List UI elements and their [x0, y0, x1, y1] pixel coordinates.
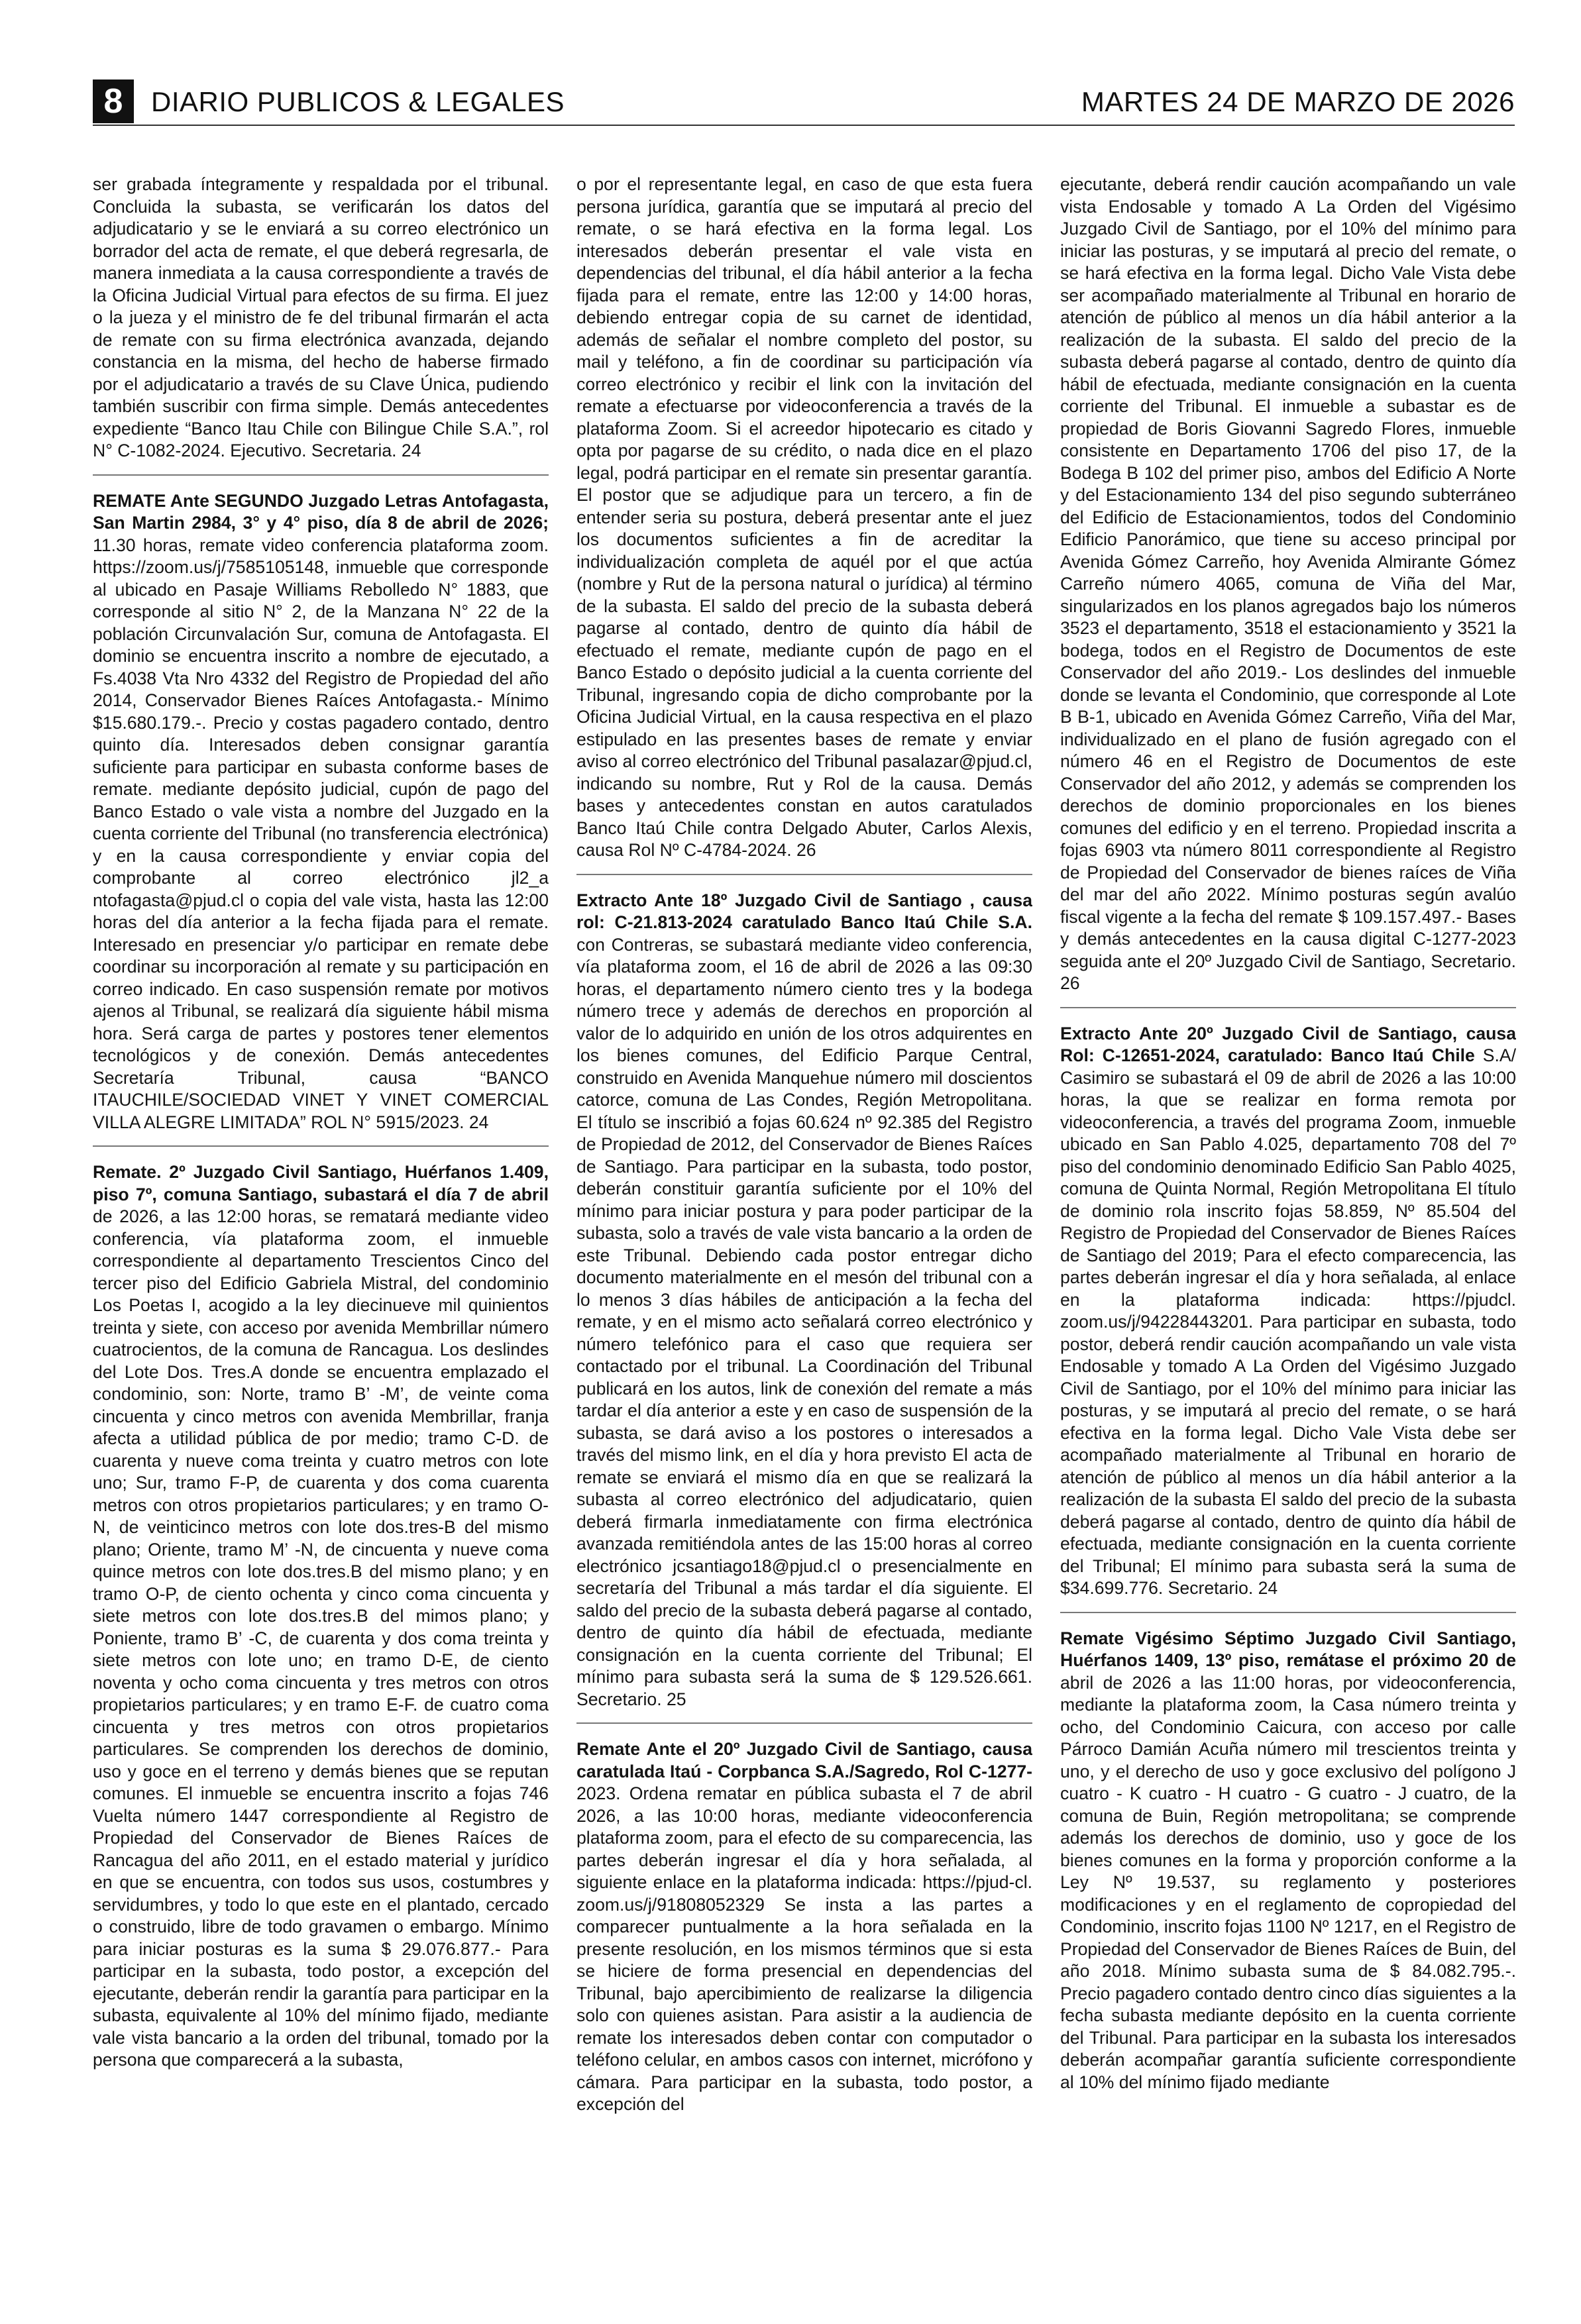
legal-notice — [576, 1738, 1032, 2128]
notice-text — [576, 890, 1032, 1711]
notice-heading: Remate Ante el 20º Juzgado Civil de Santiago, causa caratulada Itaú - Corpbanca S.A./Sagredo, Rol C-1277- — [576, 1739, 1032, 1781]
notice-body: abril de 2026 a las 11:00 horas, por videoconferencia, mediante la plataforma zoom, la Casa número treinta y ocho, del Condominio Caicura, con acceso por calle Párroco Damián Acuña número mil trescientos treinta y uno, y el derecho de uso y goce exclusivo del polígono J cuatro - K cuatro - H cuatro - G cuatro - J cuatro, de la comuna de Buin, Región metropolitana; se comprende además los derechos de dominio, uso y goce de los bienes comunes en la forma y proporción conforme a la Ley Nº 19.537, su reglamento y posteriores modificaciones y en el reglamento de copropiedad del Condominio, inscrito fojas 1100 Nº 1217, en el Registro de Propiedad del Conservador de Bienes Raíces de Buin, del año 2018. Mínimo subasta suma de $ 84.082.795.-. Precio pagadero contado dentro cinco días siguientes a la fecha subasta mediante depósito en la cuenta corriente del Tribunal. Para participar en la subasta los interesados deberán acompañar garantía suficiente correspondiente al 10% del mínimo fijado mediante — [1060, 1672, 1516, 2092]
legal-notice — [1060, 1023, 1516, 1613]
notice-text — [576, 174, 1032, 862]
legal-notice — [93, 1161, 549, 2084]
legal-notice — [93, 174, 549, 476]
notice-body: 11.30 horas, remate video conferencia plataforma zoom. https://zoom.us/j/7585105148, inmueble que corresponde al ubicado en Pasaje Williams Rebolledo N° 1883, que corresponde al sitio N° 2, de la Manzana N° 22 de la población Circunvalación Sur, comuna de Antofagasta. El dominio se encuentra inscrito a nombre de ejecutado, a Fs.4038 Vta Nro 4332 del Registro de Propiedad del año 2014, Conservador Bienes Raíces Antofagasta.- Mínimo $15.680.179.-. Precio y costas pagadero contado, dentro quinto día. Interesados deben consignar garantía suficiente para participar en subasta conforme bases de remate. mediante depósito judicial, cupón de pago del Banco Estado o vale vista a nombre del Juzgado en la cuenta corriente del Tribunal (no transferencia electrónica) y en la causa correspondiente y enviar copia del comprobante al correo electrónico jl2_a ntofagasta@pjud.cl o copia del vale vista, hasta las 12:00 horas del día anterior a la fecha fijada para el remate. Interesado en presenciar y/o participar en remate debe coordinar su incorporación aI remate y su participación en correo indicado. En caso suspensión remate por motivos ajenos al Tribunal, se realizará día siguiente hábil misma hora. Será carga de partes y postores tener elementos tecnológicos y de conexión. Demás antecedentes Secretaría Tribunal, causa “BANCO ITAUCHILE/SOCIEDAD VINET Y VINET COMERCIAL VILLA ALEGRE LIMITADA” ROL N° 5915/2023. 24 — [93, 535, 549, 1132]
notice-text — [93, 490, 549, 1134]
notice-body: o por el representante legal, en caso de que esta fuera persona jurídica, garantía que se imputará al precio del remate, o se hará efectiva en la forma legal. Los interesados deberán presentar el vale vista en dependencias del tribunal, el día hábil anterior a la fecha fijada para el remate, entre las 12:00 y 14:00 horas, debiendo entregar copia de su carnet de identidad, además de señalar el nombre completo del postor, su mail y teléfono, a fin de coordinar su participación vía correo electrónico y recibir el link con la invitación del remate a efectuarse por videoconferencia a través de la plataforma Zoom. Si el acreedor hipotecario es citado y opta por pagarse de su crédito, o nada dice en el plazo legal, podrá participar en el remate sin presentar garantía. El postor que se adjudique para un tercero, a fin de entender seria su postura, deberá presentar ante el juez los documentos suficientes a fin de acreditar la individualización completa de aquél por el que actúa (nombre y Rut de la persona natural o jurídica) al término de la subasta. El saldo del precio de la subasta deberá pagarse al contado, dentro de quinto día hábil de efectuado el remate, mediante cupón de pago en el Banco Estado o depósito judicial a la cuenta corriente del Tribunal, ingresando copia de dicho comprobante por la Oficina Judicial Virtual, en la causa respectiva en el plazo estipulado en las presentes bases de remate y enviar aviso al correo electrónico del Tribunal pasalazar@pjud.cl, indicando su nombre, Rut y Rol de la causa. Demás bases y antecedentes constan en autos caratulados Banco Itaú Chile contra Delgado Abuter, Carlos Alexis, causa Rol Nº C-4784-2024. 26 — [576, 174, 1032, 860]
notice-body: ser grabada íntegramente y respaldada por el tribunal. Concluida la subasta, se verificarán los datos del adjudicatario y se le enviará a su correo electrónico un borrador del acta de remate, el que deberá regresarla, de manera inmediata a la causa correspondiente a través de la Oficina Judicial Virtual para efectos de su firma. El juez o la jueza y el ministro de fe del tribunal firmarán el acta de remate con su firma electrónica avanzada, dejando constancia en la misma, del hecho de haberse firmado por el adjudicatario a través de su Clave Única, pudiendo también suscribir con firma simple. Demás antecedentes expediente “Banco Itau Chile con Bilingue Chile S.A.”, rol N° C-1082-2024. Ejecutivo. Secretaria. 24 — [93, 174, 549, 460]
notice-text — [1060, 1023, 1516, 1600]
legal-notice — [93, 490, 549, 1147]
notice-heading: REMATE Ante SEGUNDO Juzgado Letras Antofagasta, San Martin 2984, 3° y 4° piso, día 8 de abril de 2026; — [93, 490, 549, 533]
notice-text — [93, 1161, 549, 2072]
notice-text — [1060, 1628, 1516, 2094]
notice-body: S.A/ Casimiro se subastará el 09 de abril de 2026 a las 10:00 horas, la que se realizar en forma remota por videoconferencia, a través del programa Zoom, inmueble ubicado en San Pablo 4.025, departamento 708 del 7º piso del condominio denominado Edificio San Pablo 4025, comuna de Quinta Normal, Región Metropolitana El título de dominio rola inscrito fojas 58.859, Nº 85.504 del Registro de Propiedad del Conservador de Bienes Raíces de Santiago del 2019; Para el efecto comparecencia, las partes deberán ingresar el día y hora señalada, al enlace en la plataforma indicada: https://pjudcl. zoom.us/j/94228443201. Para participar en subasta, todo postor, deberá rendir caución acompañando un vale vista Endosable y tomado A La Orden del Vigésimo Juzgado Civil de Santiago, por el 10% del mínimo para iniciar las posturas, y se imputará al precio del remate, o se hará efectiva en la forma legal. Dicho Vale Vista debe ser acompañado materialmente al Tribunal en horario de atención de público al menos un día hábil anterior a la realización de la subasta El saldo del precio de la subasta deberá pagarse al contado, dentro de quinto día hábil de efectuada, mediante consignación en la cuenta corriente del Tribunal; El mínimo para subasta será la suma de $34.699.776. Secretario. 24 — [1060, 1045, 1516, 1598]
notice-body: ejecutante, deberá rendir caución acompañando un vale vista Endosable y tomado A La Orden del Vigésimo Juzgado Civil de Santiago, por el 10% del mínimo para iniciar las posturas, y se imputará al precio del remate, o se hará efectiva en la forma legal. Dicho Vale Vista debe ser acompañado materialmente al Tribunal en horario de atención de público al menos un día hábil anterior a la realización de la subasta. El saldo del precio de la subasta deberá pagarse al contado, dentro de quinto día hábil de efectuada, mediante consignación en la cuenta corriente del Tribunal. El inmueble a subastar es de propiedad de Boris Giovanni Sagredo Flores, inmueble consistente en Departamento 1706 del piso 17, de la Bodega B 102 del primer piso, ambos del Edificio A Norte y del Estacionamiento 134 del piso segundo subterráneo del Edificio de Estacionamientos, todos del Condominio Edificio Panorámico, que tiene su acceso principal por Avenida Gómez Carreño, hoy Avenida Almirante Gómez Carreño número 4065, comuna de Viña del Mar, singularizados en los planos agregados bajo los números 3523 el departamento, 3518 el estacionamiento y 3521 la bodega, todos en el Registro de Documentos de este Conservador del año 2019.- Los deslindes del inmueble donde se levanta el Condominio, que corresponde al Lote B B-1, ubicado en Avenida Gómez Carreño, Viña del Mar, individualizado en el plano de fusión agregado con el número 46 en el Registro de Documentos de este Conservador del año 2012, y además se comprenden los derechos de dominio proporcionales en los bienes comunes del edificio y en el terreno. Propiedad inscrita a fojas 6903 vta número 8011 correspondiente al Registro de Propiedad del Conservador de bienes raíces de Viña del mar del año 2022. Mínimo posturas según avalúo fiscal vigente a la fecha del remate $ 109.157.497.- Bases y demás antecedentes en la causa digital C-1277-2023 seguida ante el 20º Juzgado Civil de Santiago, Secretario. 26 — [1060, 174, 1516, 993]
publication-date: MARTES 24 DE MARZO DE 2026 — [1081, 86, 1515, 117]
notice-heading: Remate Vigésimo Séptimo Juzgado Civil Santiago, Huérfanos 1409, 13º piso, remátase el próximo 20 de — [1060, 1628, 1516, 1670]
legal-notice — [576, 174, 1032, 875]
legal-notice — [576, 890, 1032, 1724]
notice-text — [576, 1738, 1032, 2116]
notice-heading: Extracto Ante 20º Juzgado Civil de Santiago, causa Rol: C-12651-2024, caratulado: Banco Itaú Chile — [1060, 1023, 1516, 1065]
legal-notice — [1060, 1628, 1516, 2106]
column-3 — [1060, 174, 1516, 2294]
column-2 — [576, 174, 1032, 2294]
notice-body: 2023. Ordena rematar en pública subasta el 7 de abril 2026, a las 10:00 horas, mediante videoconferencia plataforma zoom, para el efecto de su comparecencia, las partes deberán ingresar el día y hora señalada, al siguiente enlace en la plataforma indicada: https://pjud-cl. zoom.us/j/91808052329 Se insta a las partes a comparecer puntualmente a la hora señalada en la presente resolución, en los mismos términos que si esta se hiciere de forma presencial en dependencias del Tribunal, bajo apercibimiento de realizarse la diligencia solo con quienes asistan. Para asistir a la audiencia de remate los interesados deben contar con computador o teléfono celular, en ambos casos con internet, micrófono y cámara. Para participar en la subasta, todo postor, a excepción del — [576, 1783, 1032, 2114]
notice-heading: Extracto Ante 18º Juzgado Civil de Santiago , causa rol: C-21.813-2024 caratulado Banco Itaú Chile S.A. — [576, 890, 1032, 932]
publication-title: DIARIO PUBLICOS & LEGALES — [151, 86, 565, 117]
notice-body: de 2026, a las 12:00 horas, se rematará mediante video conferencia, vía plataforma zoom, el inmueble correspondiente al departamento Trescientos Cinco del tercer piso del Edificio Gabriela Mistral, del condominio Los Poetas I, acogido a la ley diecinueve mil quinientos treinta y siete, con acceso por avenida Membrillar número cuatrocientos, de la comuna de Rancagua. Los deslindes del Lote Dos. Tres.A donde se encuentra emplazado el condominio, son: Norte, tramo B’ -M’, de veinte coma cincuenta y cinco metros con avenida Membrillar, franja afecta a utilidad pública de por medio; tramo C-D. de cuarenta y nueve coma treinta y cuatro metros con lote uno; Sur, tramo F-P, de cuarenta y dos coma cuarenta metros con otros propietarios particulares; y en tramo O-N, de veinticinco metros con lote dos.tres-B del mismo plano; Oriente, tramo M’ -N, de cincuenta y nueve coma quince metros con lote dos.tres.B del mismo plano; y en tramo O-P, de ciento ochenta y cinco coma cincuenta y siete metros con lote dos.tres.B del mimos plano; y Poniente, tramo B’ -C, de cuarenta y dos coma treinta y siete metros con lote uno; en tramo D-E, de ciento noventa y ocho coma cincuenta y tres metros con otros propietarios particulares; y en tramo E-F. de cuatro coma cincuenta y tres metros con otros propietarios particulares. Se comprenden los derechos de dominio, uso y goce en el terreno y demás bienes que se reputan comunes. El inmueble se encuentra inscrito a fojas 746 Vuelta número 1447 correspondiente al Registro de Propiedad del Conservador de Bienes Raíces de Rancagua del año 2011, en el estado material y jurídico en que se encuentra, con todos sus usos, costumbres y servidumbres, y todo lo que este en el plantado, cercado o construido, libre de todo gravamen o embargo. Mínimo para iniciar posturas es la suma $ 29.076.877.- Para participar en la subasta, todo postor, a excepción del ejecutante, deberán rendir la garantía para participar en la subasta, equivalente al 10% del mínimo fijado, mediante vale vista bancario a la orden del tribunal, tomado por la persona que comparecerá a la subasta, — [93, 1206, 549, 2070]
notice-body: con Contreras, se subastará mediante video conferencia, vía plataforma zoom, el 16 de abril de 2026 a las 09:30 horas, el departamento número ciento tres y la bodega número trece y además de derechos en proporción al valor de lo adquirido en unión de los otros adquirentes en los bienes comunes, del Edificio Parque Central, construido en Avenida Manquehue número mil doscientos catorce, comuna de Las Condes, Región Metropolitana. El título se inscribió a fojas 60.624 nº 92.385 del Registro de Propiedad de 2012, del Conservador de Bienes Raíces de Santiago. Para participar en la subasta, todo postor, deberán constituir garantía suficiente por el 10% del mínimo para iniciar postura y para poder participar de la subasta, solo a través de vale vista bancario a la orden de este Tribunal. Debiendo cada postor entregar dicho documento materialmente en el mesón del tribunal con a lo menos 3 días hábiles de anticipación a la fecha del remate, y en el mismo acto señalará correo electrónico y número telefónico para el caso que requiera ser contactado por el tribunal. La Coordinación del Tribunal publicará en los autos, link de conexión del remate a más tardar el día anterior a este y en caso de suspensión de la subasta, se dará aviso a los postores o interesados a través del mismo link, en el día y hora previsto El acta de remate se enviará el mismo día en que se realizará la subasta al correo electrónico del adjudicatario, quien deberá firmarla inmediatamente con firma electrónica avanzada remitiéndola antes de las 15:00 horas al correo electrónico jcsantiago18@pjud.cl o presencialmente en secretaría del Tribunal a más tardar el día siguiente. El saldo del precio de la subasta deberá pagarse al contado, dentro de quinto día hábil de efectuada, mediante consignación en la cuenta corriente del Tribunal; El mínimo para subasta será la suma de $ 129.526.661. Secretario. 25 — [576, 934, 1032, 1709]
column-1 — [93, 174, 549, 2294]
page-header — [93, 79, 1515, 126]
legal-notice — [1060, 174, 1516, 1008]
notice-text — [1060, 174, 1516, 995]
notice-heading: Remate. 2º Juzgado Civil Santiago, Huérfanos 1.409, piso 7º, comuna Santiago, subastará el día 7 de abril — [93, 1162, 549, 1204]
page-number: 8 — [93, 79, 134, 123]
notice-text — [93, 174, 549, 462]
